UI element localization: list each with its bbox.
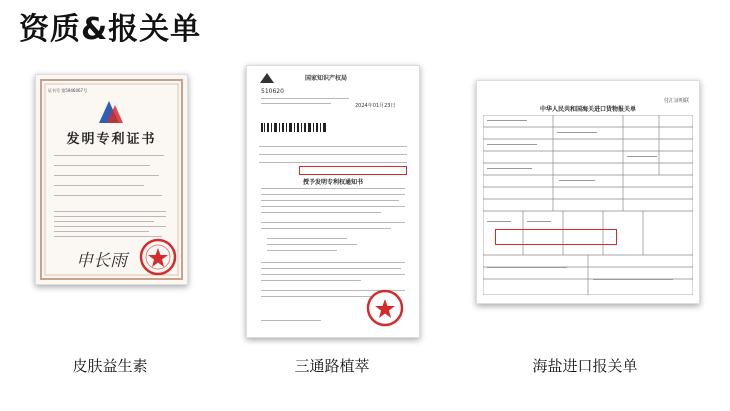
patent-certificate-card[interactable] xyxy=(35,74,188,285)
caption-1: 皮肤益生素 xyxy=(72,357,148,375)
patent-notice-card[interactable] xyxy=(246,65,420,338)
postcode: 510620 xyxy=(261,88,284,95)
certificate-heading: 发明专利证书 xyxy=(66,132,157,147)
notice-header: 国家知识产权局 xyxy=(305,75,348,82)
director-signature: 申长雨 xyxy=(76,251,127,271)
cnipa-logo-icon xyxy=(259,72,275,84)
goods-highlight-box xyxy=(495,229,617,245)
applicant-highlight-box xyxy=(299,166,407,175)
official-seal-icon xyxy=(138,237,178,277)
notice-section-title: 授予发明专利权通知书 xyxy=(302,179,363,186)
barcode-icon xyxy=(261,123,327,132)
caption-2: 三通路植萃 xyxy=(294,357,370,375)
page-title: 资质&报关单 xyxy=(19,12,202,47)
stamp-label: 付汇证明联 xyxy=(663,98,689,104)
customs-declaration-card[interactable] xyxy=(476,80,700,304)
certificate-number: 证书号 第5946067号 xyxy=(48,88,88,93)
declaration-header: 中华人民共和国海关进口货物报关单 xyxy=(539,106,636,113)
declaration-grid xyxy=(483,115,693,295)
notice-date: 2024年01月23日 xyxy=(355,103,396,109)
notice-seal-icon xyxy=(365,288,405,328)
caption-3: 海盐进口报关单 xyxy=(532,357,638,375)
patent-logo-icon xyxy=(97,99,125,125)
